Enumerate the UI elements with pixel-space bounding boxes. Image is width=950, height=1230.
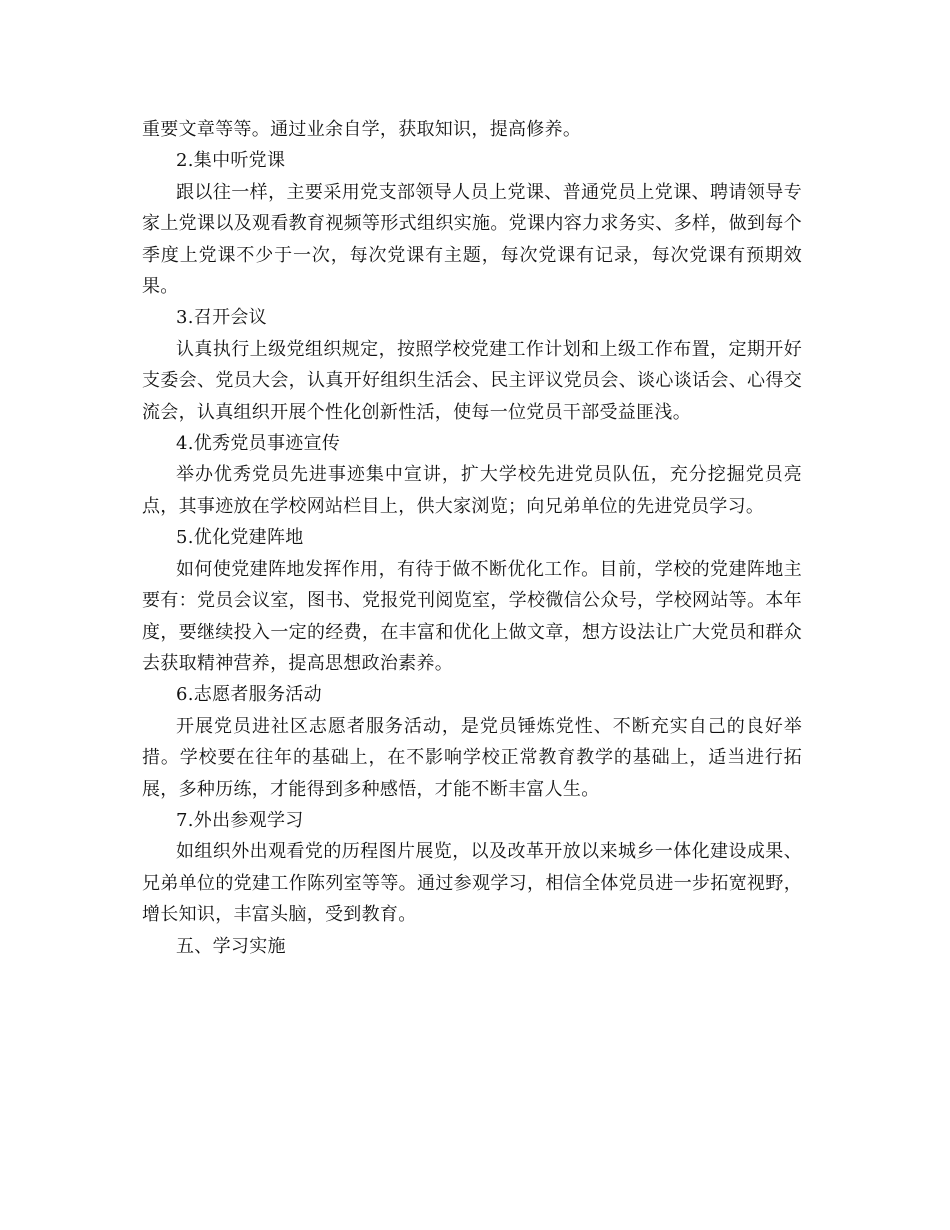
section-heading-meetings: 3.召开会议 [176,307,267,329]
paragraph-field-visit: 如组织外出观看党的历程图片展览，以及改革开放以来城乡一体化建设成果、兄弟单位的党建工作陈列室等等。通过参观学习，相信全体党员进一步拓宽视野，增长知识，丰富头脑，受到教育。 [142,841,802,926]
section-heading-excellent-members: 4.优秀党员事迹宣传 [176,433,341,455]
section-heading-study-implementation: 五、学习实施 [176,935,286,957]
section-heading-field-visit: 7.外出参观学习 [176,809,304,831]
section-heading-optimize-base: 5.优化党建阵地 [176,527,304,549]
document-body [142,114,802,962]
paragraph-volunteer: 开展党员进社区志愿者服务活动，是党员锤炼党性、不断充实自己的良好举措。学校要在往年的基础上，在不影响学校正常教育教学的基础上，适当进行拓展，多种历练，才能得到多种感悟，才能不断丰富人生。 [142,715,802,800]
section-heading-listen-party-class: 2.集中听党课 [176,150,286,172]
section-heading-volunteer: 6.志愿者服务活动 [176,684,322,706]
paragraph-meetings: 认真执行上级党组织规定，按照学校党建工作计划和上级工作布置，定期开好支委会、党员大会，认真开好组织生活会、民主评议党员会、谈心谈话会、心得交流会，认真组织开展个性化创新性活，使每一位党员干部受益匪浅。 [142,338,802,423]
paragraph-excellent-members: 举办优秀党员先进事迹集中宣讲，扩大学校先进党员队伍，充分挖掘党员亮点，其事迹放在学校网站栏目上，供大家浏览；向兄弟单位的先进党员学习。 [142,464,802,517]
paragraph-party-class: 跟以往一样，主要采用党支部领导人员上党课、普通党员上党课、聘请领导专家上党课以及观看教育视频等形式组织实施。党课内容力求务实、多样，做到每个季度上党课不少于一次，每次党课有主题，每次党课有记录，每次党课有预期效果。 [142,181,802,298]
paragraph-optimize-base: 如何使党建阵地发挥作用，有待于做不断优化工作。目前，学校的党建阵地主要有：党员会议室，图书、党报党刊阅览室，学校微信公众号，学校网站等。本年度，要继续投入一定的经费，在丰富和优化上做文章，想方设法让广大党员和群众去获取精神营养，提高思想政治素养。 [142,558,802,674]
paragraph-continuation: 重要文章等等。通过业余自学，获取知识，提高修养。 [142,119,582,140]
